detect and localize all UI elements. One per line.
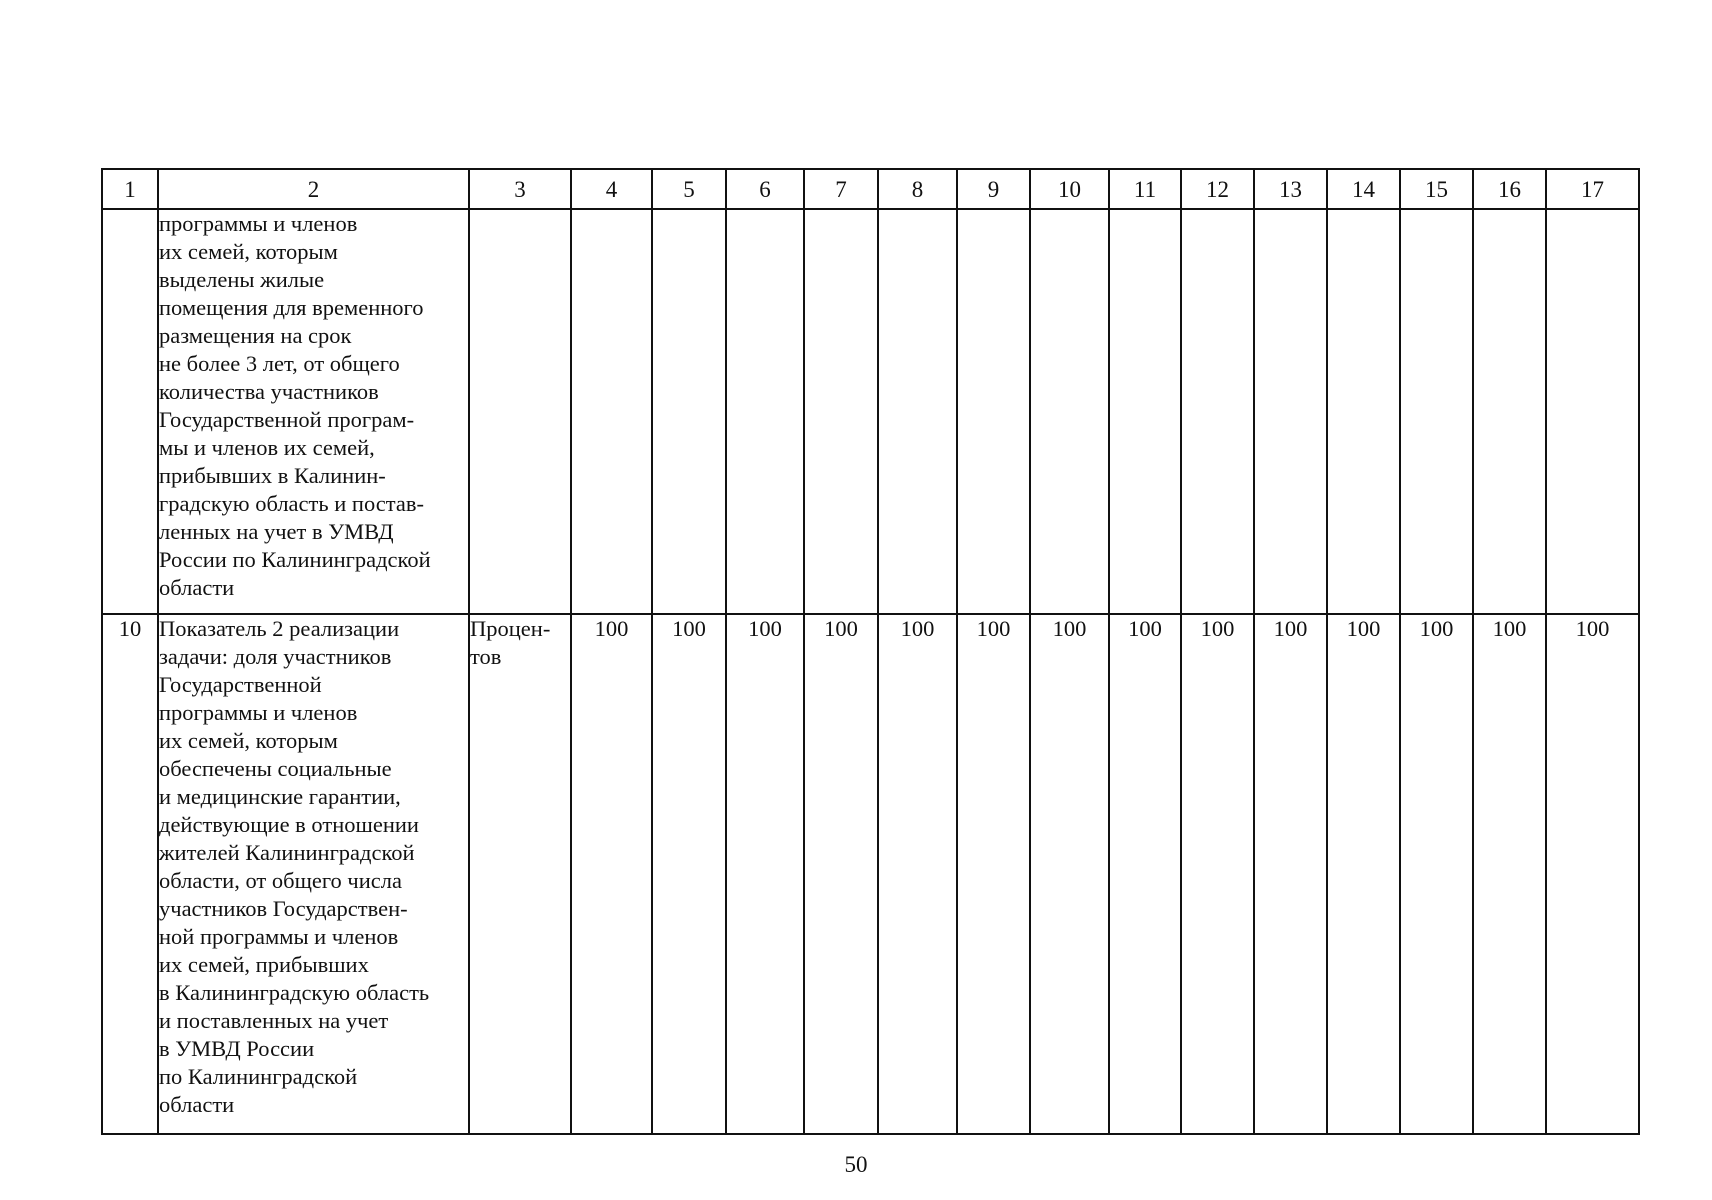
value-cell [1109, 209, 1181, 614]
description-line: их семей, которым [159, 728, 338, 753]
column-header: 9 [957, 169, 1030, 209]
description-line: выделены жилые [159, 267, 325, 292]
column-header: 15 [1400, 169, 1473, 209]
value-cell [1473, 209, 1546, 614]
description-line: в Калининградскую область [159, 980, 430, 1005]
column-header: 10 [1030, 169, 1109, 209]
value-cell: 100 [1327, 614, 1400, 1134]
unit-line: Процен- [470, 616, 551, 641]
value-cell [1327, 209, 1400, 614]
description-line: действующие в отношении [159, 812, 419, 837]
description-line: программы и членов [159, 700, 358, 725]
description-line: в УМВД России [159, 1036, 315, 1061]
description-line: их семей, которым [159, 239, 338, 264]
unit-cell [469, 614, 571, 1134]
description-line: задачи: доля участников [159, 644, 392, 669]
value-cell [652, 209, 726, 614]
column-header: 13 [1254, 169, 1327, 209]
page-number: 50 [844, 1152, 868, 1177]
column-header: 17 [1546, 169, 1639, 209]
value-cell [878, 209, 957, 614]
value-cell: 100 [1254, 614, 1327, 1134]
column-header: 8 [878, 169, 957, 209]
value-cell: 100 [804, 614, 878, 1134]
description-line: градскую область и постав- [159, 491, 424, 516]
value-cell: 100 [571, 614, 652, 1134]
description-line: ной программы и членов [159, 924, 399, 949]
value-cell [1181, 209, 1254, 614]
description-line: помещения для временного [159, 295, 424, 320]
column-header: 1 [102, 169, 158, 209]
value-cell: 100 [726, 614, 804, 1134]
value-cell [726, 209, 804, 614]
value-cell [1254, 209, 1327, 614]
column-header: 3 [469, 169, 571, 209]
description-line: Государственной [159, 672, 322, 697]
column-header: 4 [571, 169, 652, 209]
column-header: 2 [158, 169, 469, 209]
column-header: 7 [804, 169, 878, 209]
value-cell: 100 [1109, 614, 1181, 1134]
column-header: 6 [726, 169, 804, 209]
description-line: их семей, прибывших [159, 952, 369, 977]
description-line: области [159, 1092, 235, 1117]
value-cell: 100 [1400, 614, 1473, 1134]
unit-cell [469, 209, 571, 614]
description-line: прибывших в Калинин- [159, 463, 386, 488]
value-cell [1400, 209, 1473, 614]
description-line: и медицинские гарантии, [159, 784, 401, 809]
value-cell: 100 [1181, 614, 1254, 1134]
indicator-description-cell [158, 614, 469, 1134]
column-header: 5 [652, 169, 726, 209]
unit-line: тов [470, 644, 502, 669]
value-cell [571, 209, 652, 614]
description-line: количества участников [159, 379, 379, 404]
value-cell: 100 [1030, 614, 1109, 1134]
indicator-description-cell [158, 209, 469, 614]
description-line: по Калининградской [159, 1064, 358, 1089]
value-cell: 100 [652, 614, 726, 1134]
description-line: размещения на срок [159, 323, 352, 348]
value-cell [957, 209, 1030, 614]
indicator-table-container [101, 168, 1640, 1135]
value-cell [1030, 209, 1109, 614]
value-cell: 100 [878, 614, 957, 1134]
row-number-cell: 10 [102, 614, 158, 1134]
description-line: Государственной програм- [159, 407, 415, 432]
description-line: программы и членов [159, 211, 358, 236]
description-line: Показатель 2 реализации [159, 616, 400, 641]
description-line: России по Калининградской [159, 547, 431, 572]
header-row [102, 169, 1639, 209]
column-header: 16 [1473, 169, 1546, 209]
table-row-10 [102, 614, 1639, 1134]
table-row-continuation [102, 209, 1639, 614]
description-line: обеспечены социальные [159, 756, 392, 781]
description-line: жителей Калининградской [159, 840, 415, 865]
description-line: и поставленных на учет [159, 1008, 389, 1033]
column-header: 11 [1109, 169, 1181, 209]
description-line: ленных на учет в УМВД [159, 519, 394, 544]
column-header: 12 [1181, 169, 1254, 209]
column-header: 14 [1327, 169, 1400, 209]
description-line: мы и членов их семей, [159, 435, 375, 460]
value-cell: 100 [1473, 614, 1546, 1134]
description-line: области [159, 575, 235, 600]
description-line: участников Государствен- [159, 896, 408, 921]
description-line: не более 3 лет, от общего [159, 351, 400, 376]
value-cell: 100 [957, 614, 1030, 1134]
row-number-cell [102, 209, 158, 614]
value-cell: 100 [1546, 614, 1639, 1134]
value-cell [1546, 209, 1639, 614]
value-cell [804, 209, 878, 614]
indicator-table [101, 168, 1640, 1135]
description-line: области, от общего числа [159, 868, 402, 893]
